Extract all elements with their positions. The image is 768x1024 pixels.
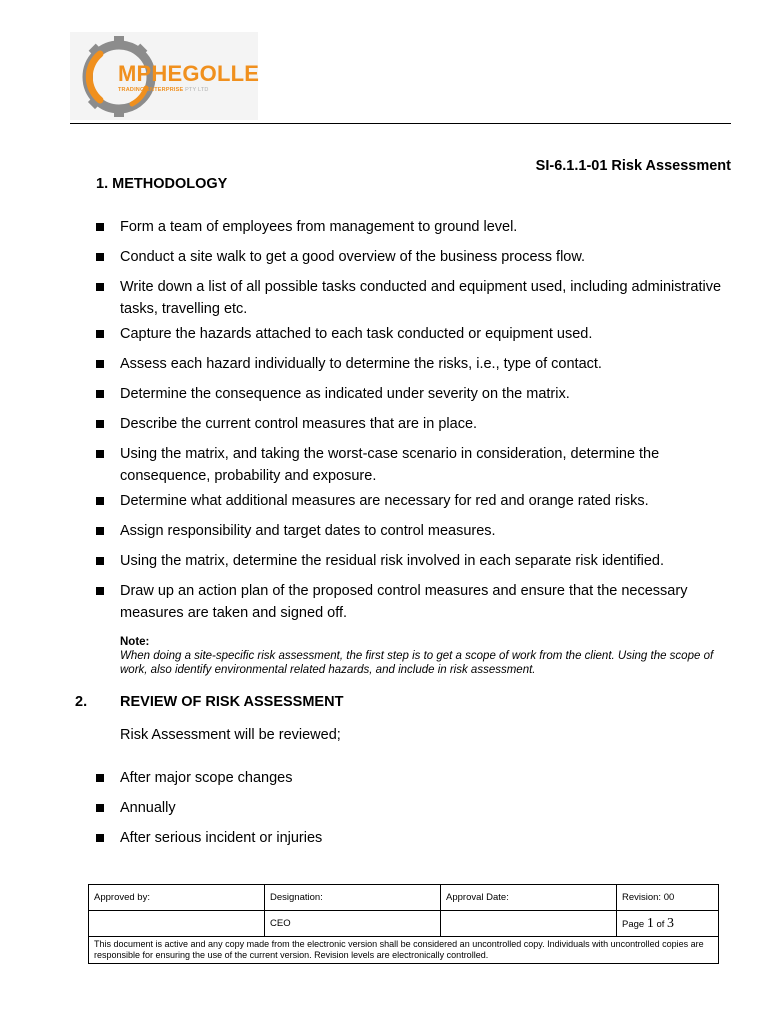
review-intro: Risk Assessment will be reviewed; bbox=[120, 727, 341, 743]
bullet-square-icon bbox=[96, 253, 104, 261]
designation-label-cell: Designation: bbox=[265, 885, 441, 911]
logo-subtitle-main: TRADING ENTERPRISE bbox=[118, 87, 184, 93]
bullet-square-icon bbox=[96, 450, 104, 458]
list-item bbox=[96, 413, 736, 435]
list-item bbox=[96, 443, 736, 487]
bullet-square-icon bbox=[96, 587, 104, 595]
list-item bbox=[96, 520, 736, 542]
list-item bbox=[96, 827, 736, 849]
list-item bbox=[96, 276, 736, 320]
approved-by-cell: Approved by: bbox=[89, 885, 265, 911]
logo-name: MPHEGOLLE bbox=[118, 61, 260, 86]
list-item-text: Determine what additional measures are necessary for red and orange rated risks. bbox=[120, 493, 649, 509]
review-list bbox=[96, 767, 736, 849]
page-current: 1 bbox=[646, 915, 654, 931]
list-item-text: Form a team of employees from management to ground level. bbox=[120, 219, 518, 235]
revision-cell: Revision: 00 bbox=[617, 885, 719, 911]
designation-value-cell: CEO bbox=[265, 911, 441, 937]
table-row bbox=[89, 885, 719, 911]
table-row bbox=[89, 937, 719, 964]
page-number-cell bbox=[617, 911, 719, 937]
bullet-square-icon bbox=[96, 527, 104, 535]
list-item-text: After serious incident or injuries bbox=[120, 830, 323, 846]
section-2-title: REVIEW OF RISK ASSESSMENT bbox=[120, 694, 344, 710]
logo-subtitle-light: PTY LTD bbox=[185, 87, 209, 93]
list-item-text: Capture the hazards attached to each task conducted or equipment used. bbox=[120, 326, 593, 342]
bullet-square-icon bbox=[96, 497, 104, 505]
list-item bbox=[96, 490, 736, 512]
table-row bbox=[89, 911, 719, 937]
list-item bbox=[96, 246, 736, 268]
disclaimer-cell: This document is active and any copy made from the electronic version shall be considered an uncontrolled copy. Individuals with uncontrolled copies are responsible for ensuring the use of the current version. Revision levels are electronically controlled. bbox=[89, 937, 719, 964]
list-item bbox=[96, 550, 736, 572]
section-2-number: 2. bbox=[75, 694, 88, 710]
note-text: When doing a site-specific risk assessment, the first step is to get a scope of work from the client. Using the scope of work, also identify environmental related hazards, and include in risk assessment. bbox=[120, 650, 714, 676]
list-item bbox=[96, 580, 736, 624]
section-2-heading bbox=[75, 694, 343, 710]
list-item-text: Draw up an action plan of the proposed control measures and ensure that the necessary measures are taken and signed off. bbox=[120, 583, 688, 621]
list-item-text: After major scope changes bbox=[120, 770, 293, 786]
approval-date-label-cell: Approval Date: bbox=[441, 885, 617, 911]
list-item-text: Assess each hazard individually to determine the risks, i.e., type of contact. bbox=[120, 356, 602, 372]
note-label: Note: bbox=[120, 636, 150, 648]
approval-table bbox=[88, 884, 719, 964]
list-item-text: Using the matrix, determine the residual risk involved in each separate risk identified. bbox=[120, 553, 665, 569]
list-item-text: Write down a list of all possible tasks conducted and equipment used, including administrative tasks, travelling etc. bbox=[120, 279, 722, 317]
bullet-square-icon bbox=[96, 330, 104, 338]
approval-date-value-cell bbox=[441, 911, 617, 937]
bullet-square-icon bbox=[96, 557, 104, 565]
note-block bbox=[120, 635, 732, 677]
bullet-square-icon bbox=[96, 223, 104, 231]
section-1-heading: 1. METHODOLOGY bbox=[96, 176, 228, 192]
list-item bbox=[96, 353, 736, 375]
bullet-square-icon bbox=[96, 804, 104, 812]
list-item-text: Assign responsibility and target dates to control measures. bbox=[120, 523, 496, 539]
bullet-square-icon bbox=[96, 390, 104, 398]
bullet-square-icon bbox=[96, 774, 104, 782]
page-of: of bbox=[656, 918, 665, 930]
bullet-square-icon bbox=[96, 360, 104, 368]
methodology-list bbox=[96, 216, 736, 624]
list-item bbox=[96, 797, 736, 819]
logo-subtitle bbox=[118, 87, 209, 93]
list-item-text: Determine the consequence as indicated under severity on the matrix. bbox=[120, 386, 570, 402]
bullet-square-icon bbox=[96, 420, 104, 428]
list-item bbox=[96, 383, 736, 405]
list-item bbox=[96, 767, 736, 789]
list-item-text: Annually bbox=[120, 800, 176, 816]
list-item-text: Using the matrix, and taking the worst-case scenario in consideration, determine the consequence, probability and exposure. bbox=[120, 446, 660, 484]
document-id: SI-6.1.1-01 Risk Assessment bbox=[535, 158, 731, 174]
approved-by-value-cell bbox=[89, 911, 265, 937]
bullet-square-icon bbox=[96, 283, 104, 291]
list-item bbox=[96, 216, 736, 238]
header-divider bbox=[70, 123, 731, 124]
list-item-text: Describe the current control measures that are in place. bbox=[120, 416, 478, 432]
page-label: Page bbox=[622, 918, 645, 930]
page-total: 3 bbox=[667, 915, 675, 931]
list-item-text: Conduct a site walk to get a good overview of the business process flow. bbox=[120, 249, 586, 265]
list-item bbox=[96, 323, 736, 345]
company-logo bbox=[70, 32, 258, 120]
bullet-square-icon bbox=[96, 834, 104, 842]
